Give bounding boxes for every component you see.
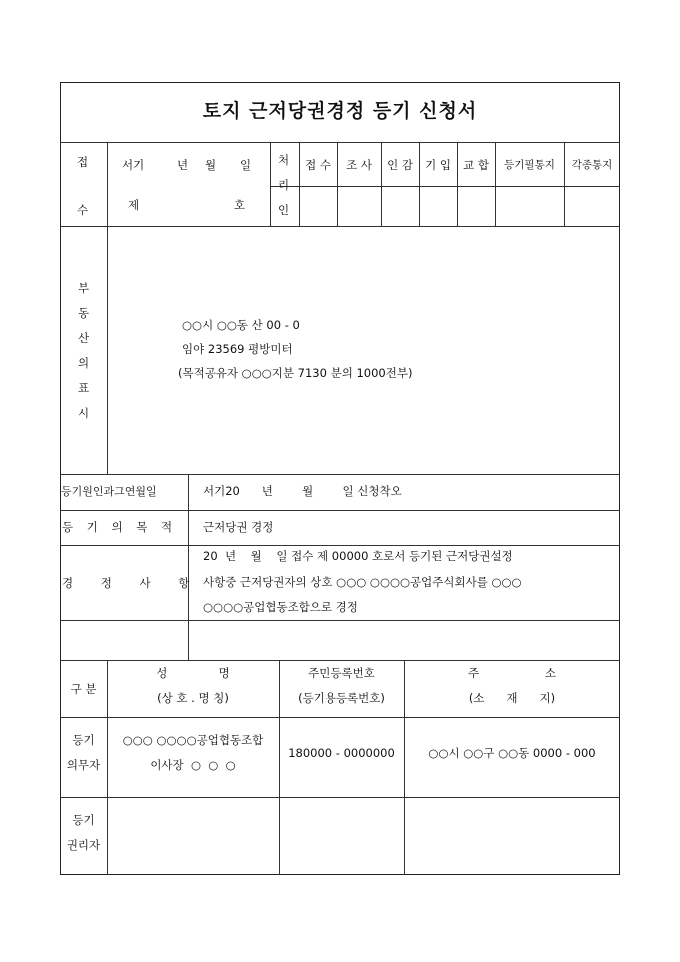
reception-date-month: 월 <box>205 158 217 172</box>
property-label-4: 의 <box>78 356 90 370</box>
property-label-5: 표 <box>78 381 90 395</box>
correction-line-3: ○○○○공업협동조합으로 경정 <box>203 600 358 614</box>
reception-date-day: 일 <box>240 158 252 172</box>
correction-label: 경 정 사 항 <box>62 576 190 590</box>
parties-name-subheader: (상 호 . 명 칭) <box>157 691 229 705</box>
obligor-label-2: 의무자 <box>66 758 101 772</box>
reception-number-suffix: 호 <box>234 198 246 212</box>
col-divider <box>299 142 300 226</box>
col-header-receipt: 접 수 <box>305 158 331 172</box>
col-divider <box>107 142 108 474</box>
processing-label-3: 인 <box>278 203 290 217</box>
col-divider <box>337 142 338 226</box>
parties-name-header: 성 명 <box>156 666 230 680</box>
col-header-check: 교 합 <box>463 158 489 172</box>
cause-value: 서기20 년 월 일 신청착오 <box>203 484 402 498</box>
obligor-id: 180000 - 0000000 <box>288 746 395 760</box>
parties-address-header: 주 소 <box>467 666 557 680</box>
row-divider <box>60 660 620 661</box>
property-line-3: (목적공유자 ○○○지분 7130 분의 1000전부) <box>178 366 413 380</box>
property-label-1: 부 <box>78 281 90 295</box>
reception-date-prefix: 서기 <box>122 158 145 172</box>
col-divider <box>457 142 458 226</box>
parties-id-subheader: (등기용등록번호) <box>298 691 385 705</box>
property-label-2: 동 <box>78 306 90 320</box>
col-header-completion-notice: 등기필통지 <box>504 159 555 171</box>
obligor-name-line-2: 이사장 ○ ○ ○ <box>150 758 236 772</box>
property-line-2: 임야 23569 평방미터 <box>182 342 293 356</box>
row-divider <box>60 717 620 718</box>
row-divider <box>60 226 620 227</box>
reception-label-top: 접 <box>77 155 89 169</box>
col-header-entry: 기 입 <box>425 158 451 172</box>
correction-line-1: 20 년 월 일 접수 제 00000 호로서 등기된 근저당권설정 <box>203 549 513 563</box>
parties-address-subheader: (소 재 지) <box>468 691 556 705</box>
property-label-3: 산 <box>78 331 90 345</box>
obligor-label-1: 등기 <box>72 733 95 747</box>
parties-id-header: 주민등록번호 <box>308 666 375 680</box>
purpose-value: 근저당권 경정 <box>203 520 274 534</box>
col-divider <box>419 142 420 226</box>
col-divider <box>188 474 189 660</box>
row-divider <box>60 620 620 621</box>
processing-label-2: 리 <box>278 178 290 192</box>
processing-label-1: 처 <box>278 153 290 167</box>
col-header-seal: 인 감 <box>387 158 413 172</box>
row-divider <box>60 797 620 798</box>
col-divider <box>495 142 496 226</box>
cause-label: 등기원인과그연월일 <box>61 485 157 498</box>
right-holder-label-2: 권리자 <box>66 838 101 852</box>
col-divider <box>381 142 382 226</box>
document-title: 토지 근저당권경정 등기 신청서 <box>202 100 478 122</box>
parties-category-header: 구 분 <box>70 682 97 696</box>
purpose-label: 등 기 의 목 적 <box>62 520 173 534</box>
property-label-6: 시 <box>78 406 90 420</box>
correction-line-2: 사항중 근저당권자의 상호 ○○○ ○○○○공업주식회사를 ○○○ <box>203 575 522 589</box>
row-divider <box>270 186 620 187</box>
col-header-inspection: 조 사 <box>346 158 372 172</box>
right-holder-label-1: 등기 <box>72 813 95 827</box>
reception-number-prefix: 제 <box>128 198 140 212</box>
row-divider <box>60 545 620 546</box>
col-divider <box>564 142 565 226</box>
row-divider <box>60 142 620 143</box>
row-divider <box>60 474 620 475</box>
obligor-name-line-1: ○○○ ○○○○공업협동조합 <box>122 733 264 747</box>
col-header-various-notice: 각종통지 <box>571 159 613 171</box>
obligor-address: ○○시 ○○구 ○○동 0000 - 000 <box>428 746 596 760</box>
property-line-1: ○○시 ○○동 산 00 - 0 <box>182 318 300 332</box>
col-divider <box>270 142 271 226</box>
reception-date-year: 년 <box>177 158 189 172</box>
row-divider <box>60 510 620 511</box>
reception-label-bottom: 수 <box>77 203 89 217</box>
